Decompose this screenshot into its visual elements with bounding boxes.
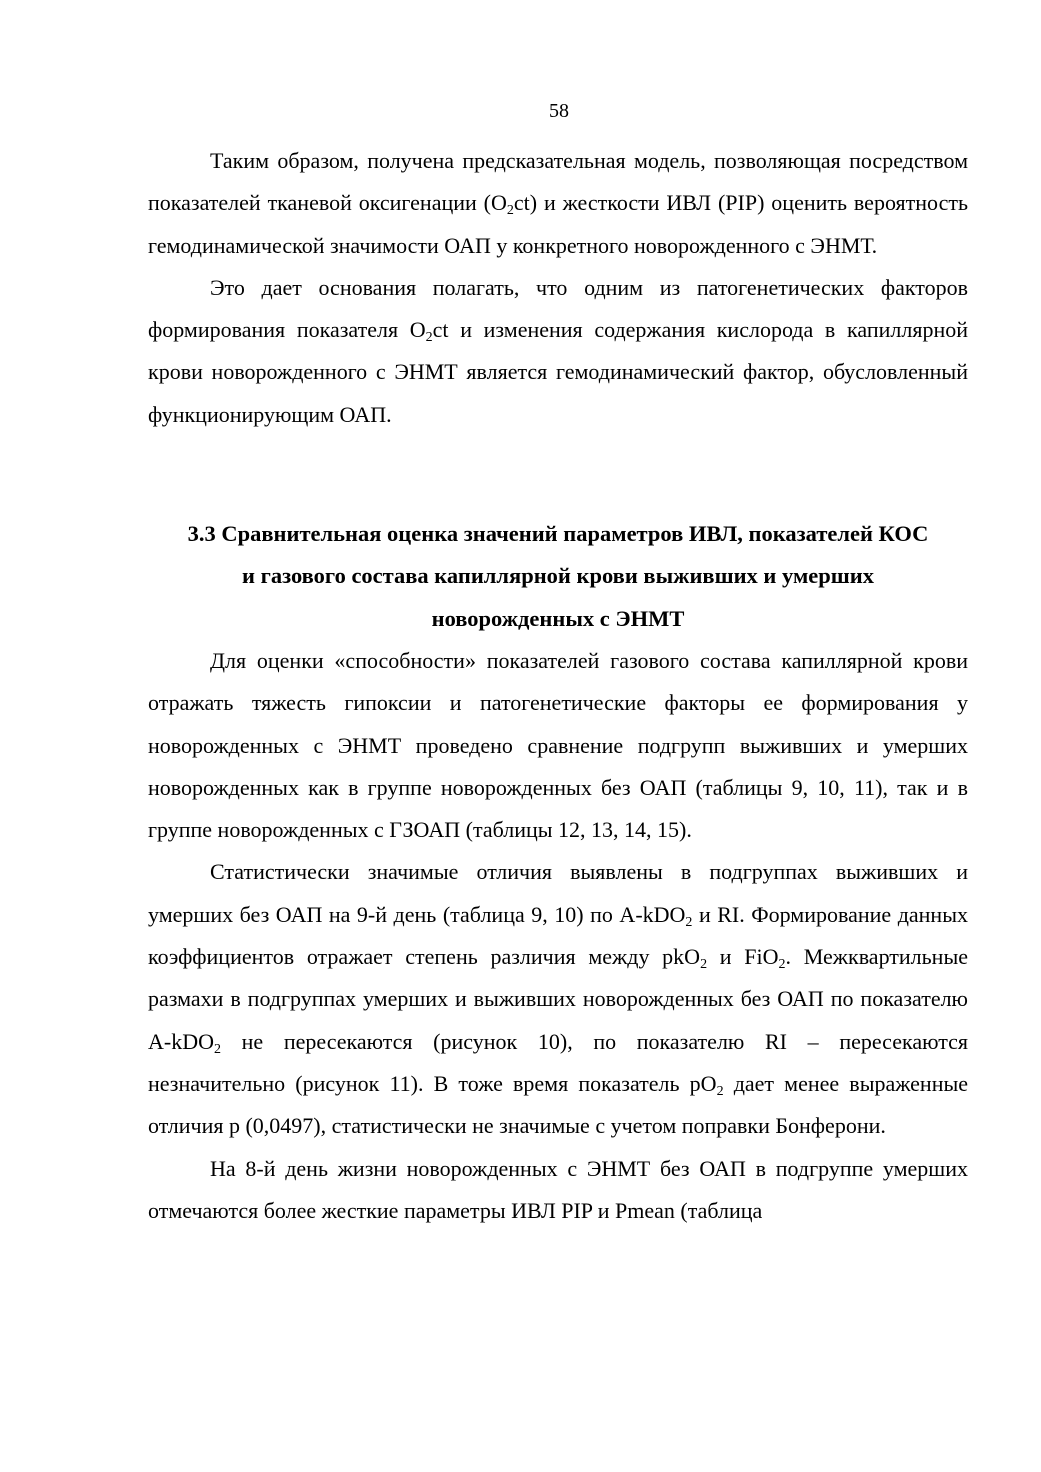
text-run: не пересекаются (рисунок 10), по показателю RI – пересекаются незначительно (рисунок 11). В тоже время показатель pO [148,1028,968,1096]
subscript: 2 [214,1041,221,1057]
subscript: 2 [716,1083,724,1099]
text-run: дает менее выраженные отличия p (0,0497), статистически не значимые с учетом поправки Бонферони. [148,1070,969,1139]
section-heading-line: новорожденных с ЭНМТ [431,605,685,631]
section-heading-line: 3.3 Сравнительная оценка значений параметров ИВЛ, показателей КОС [187,521,929,547]
section-heading [148,513,968,640]
section-heading-line: и газового состава капиллярной крови выживших и умерших [242,563,874,589]
text-run: Это дает основания полагать, что одним из патогенетических факторов формирования показателя O [148,274,968,343]
paragraph-day-8 [148,1148,968,1233]
text-run: На 8-й день жизни новорожденных с ЭНМТ без ОАП в подгруппе умерших отмечаются более жесткие параметры ИВЛ PIP и Pmean (таблица [148,1155,968,1223]
text-run: Таким образом, получена предсказательная модель, позволяющая посредством показателей тканевой оксигенации (O [148,148,968,216]
document-body [148,140,968,1232]
text-run: Статистически значимые отличия выявлены в подгруппах выживших и умерших без ОАП на 9-й день (таблица 9, 10) по A-kDO [148,859,968,927]
subscript: 2 [700,957,708,973]
text-run: ct и изменения содержания кислорода в капиллярной крови новорожденного с ЭНМТ является гемодинамический фактор, обусловленный функционирующим ОАП. [148,317,968,427]
subscript: 2 [506,203,514,219]
text-run: . Межквартильные размахи в подгруппах умерших и выживших новорожденных без ОАП по показателю A-kDO [148,944,968,1054]
text-run: Для оценки «способности» показателей газового состава капиллярной крови отражать тяжесть гипоксии и патогенетические факторы ее формирования у новорожденных с ЭНМТ проведено сравнение подгрупп выживших и умерших новорожденных как в группе новорожденных без ОАП (таблицы 9, 10, 11), так и в группе новорожденных с ГЗОАП (таблицы 12, 13, 14, 15). [148,647,968,843]
paragraph-assessment [148,640,968,851]
text-run: и FiO [707,944,779,970]
subscript: 2 [778,957,786,973]
text-run: и RI. Формирование данных коэффициентов отражает степень различия между pkO [148,901,968,970]
text-run: ct) и жесткости ИВЛ (PIP) оценить вероятность гемодинамической значимости ОАП у конкретного новорожденного с ЭНМТ. [148,190,968,258]
paragraph-predictive-model [148,140,968,267]
subscript: 2 [685,914,693,930]
page-number: 58 [549,100,569,122]
spacer [148,436,968,513]
paragraph-pathogenetic-factor [148,267,968,436]
paragraph-statistics [148,851,968,1147]
subscript: 2 [425,330,433,346]
